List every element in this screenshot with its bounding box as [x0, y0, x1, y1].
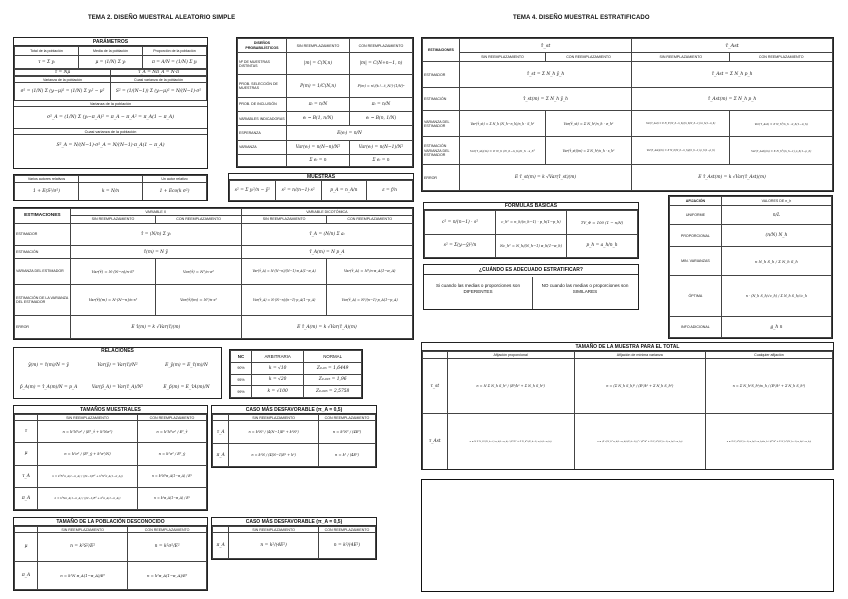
rel-f5: E_p̂(m) = E_τ̂A(m)/N — [163, 384, 210, 390]
af-r0-0: UNIFORME — [670, 206, 722, 225]
fb-f1: c_h² = n_h/(n_h−1) · p_h(1−p_h) — [496, 211, 567, 235]
est-r3-d: Var(τ̂_A) = N²/(n−1)·p_A(1−p_A) — [327, 284, 413, 315]
est-r4: ERROR — [15, 316, 71, 339]
tam-h1: CON REEMPLAZAMIENTO — [137, 415, 206, 421]
st-sub2: SIN REEMPLAZAMIENTO — [632, 53, 730, 62]
rel-f0: ȳ(m) = τ̂(m)/N = ȳ — [28, 363, 69, 369]
coef-h2: Un autor relativo — [143, 176, 207, 183]
pd-r0-1: n = k²S²/E² — [38, 533, 128, 562]
dis-r3-1: eᵢ ~ B(1, n/N) — [287, 112, 350, 126]
cd-r1-0: π_A — [213, 444, 229, 467]
est-r0-c: τ̂_A = (N/n) Σ aᵢ — [241, 223, 412, 246]
dis-r1-1: P(m) = 1/C(N,n) — [287, 75, 350, 97]
tm-r1-0: τ_Ast — [423, 414, 448, 470]
st-r4-b: E τ̂_Ast(m) = k √Var(τ̂_Ast)(m) — [632, 165, 833, 191]
cu-a: Si cuando las medias o proporciones son DIFERENTES — [435, 283, 520, 294]
cd-r0-0: τ_A — [213, 421, 229, 444]
st-head: ESTIMACIONES — [423, 39, 460, 62]
st-r3-a: Var(τ̂_st)(m) = Σ N_h (N_h−n_h)/n_h · s_h² — [459, 137, 545, 165]
nc-box — [229, 349, 363, 399]
tam-r3-0: π_A — [15, 487, 38, 509]
st-r3-b: Var(τ̂_st)(m) = Σ N_h²/n_h · s_h² — [545, 137, 631, 165]
muestras-box — [228, 173, 414, 202]
est-sub1: CON REEMPLAZAMIENTO — [156, 216, 242, 223]
est-r4-c: E τ̂_A(m) = k √Var(τ̂_A)(m) — [241, 316, 412, 339]
af-r2-1: n N_h S_h / Σ N_h S_h — [721, 247, 831, 276]
st-sub0: SIN REEMPLAZAMIENTO — [459, 53, 545, 62]
tm-h2: Cualquier afijación — [705, 352, 832, 359]
estratificado-estimaciones-box — [421, 37, 834, 192]
par-h2: Proporción de la población — [143, 47, 207, 56]
tam-r1-2: n = k²σ² / E²_ŷ — [137, 443, 206, 465]
cd2-title: CASO MÁS DESFAVORABLE (π_A = 0,5) — [212, 518, 376, 526]
relaciones-title: RELACIONES — [101, 348, 134, 354]
st-r0: ESTIMADOR — [423, 62, 460, 88]
cd2-r0-1: n = k²/(4E²) — [229, 533, 319, 559]
notes-box — [421, 479, 834, 592]
cd-r0-2: n = k²N² / (4E²) — [318, 421, 375, 444]
af-r3-1: n · (N_h S_h/√c_h) / Σ N_h S_h/√c_h — [721, 276, 831, 317]
est-r2-c: Var(τ̂_A) = N·(N−n)/(N−1)·π_A(1−π_A) — [241, 258, 327, 284]
tam-r3-1: n = k²Nπ_A(1−π_A) / ((N−1)E² + k²π_A(1−π_A)) — [38, 487, 138, 509]
mues-f3: ε = f/n — [367, 181, 413, 201]
nc-r1-1: k = √20 — [251, 374, 303, 386]
st-r1: ESTIMACIÓN — [423, 88, 460, 111]
rel-f2: E_ŷ(m) = E_τ̂(m)/N — [165, 363, 208, 369]
st-r2-c: Var(τ̂_Ast) = Σ N_h²(N_h−n_h)/(n_h(N_h−1)) π_h(1−π_h) — [632, 111, 730, 137]
fb-f3: s² = Σ(yᵢ−ȳ)²/n — [425, 234, 496, 258]
est-r1-a: τ̂(m) = N ȳ — [70, 246, 241, 258]
par-f2: π = A/N = (1/N) Σ yᵢ — [143, 56, 207, 69]
cd-h1: CON REEMPLAZAMIENTO — [318, 415, 375, 421]
estimaciones-box — [13, 207, 414, 340]
est-r0: ESTIMADOR — [15, 223, 71, 246]
af-r4-1: g_h n — [721, 317, 831, 338]
parametros-box — [13, 37, 208, 169]
dis-r2-0: PROB. DE INCLUSIÓN — [238, 97, 287, 111]
coef-f0: 1 + E(S²/σ²) — [15, 183, 79, 201]
st-sub3: CON REEMPLAZAMIENTO — [730, 53, 833, 62]
pd-r0-0: μ — [15, 533, 38, 562]
st-c2: τ̂_Ast — [632, 39, 833, 53]
est-r3-c: Var(τ̂_A) = N·(N−n)/(n−1)·p_A(1−p_A) — [241, 284, 327, 315]
tm-r1-1: n = N Σ N_h²/(N_h−1) π_h(1−π_h) / (E²/k² + Σ N_h²/(N_h−1) π_h(1−π_h)) — [447, 414, 574, 470]
relaciones-box — [13, 347, 222, 399]
tema2-title: TEMA 2. DISEÑO MUESTRAL ALEATORIO SIMPLE — [88, 15, 236, 21]
par-h0: Total de la población — [15, 47, 79, 56]
dis-r5-2: Var(eᵢ) = n(N−1)/N² — [350, 140, 413, 154]
tam-r0-0: τ — [15, 421, 38, 443]
dis-r5-0: VARIANZA — [238, 140, 287, 154]
est-r3: ESTIMACIÓN DE LA VARIANZA DEL ESTIMADOR — [15, 284, 71, 315]
cd-h0: SIN REEMPLAZAMIENTO — [229, 415, 319, 421]
est-r2: VARIANZA DEL ESTIMADOR — [15, 258, 71, 284]
par-f3: σ²_A = (1/N) Σ (yᵢ−π_A)² = π_A − π_A² = π_A(1 − π_A) — [14, 107, 207, 129]
par-f4: S²_A = N/(N−1)·σ²_A = N/(N−1)·π_A(1 − π_A) — [56, 143, 165, 148]
afijacion-box — [668, 195, 833, 339]
tema4-title: TEMA 4. DISEÑO MUESTRAL ESTRATIFICADO — [513, 15, 650, 21]
mues-f1: s² = n/(n−1)·s² — [275, 181, 321, 201]
coef-f1: k = N/n — [79, 183, 143, 201]
coef-box — [13, 174, 208, 201]
tamano-total-box — [421, 342, 834, 470]
nc-r2-2: Z₀.₀₀₅ = 2,5758 — [304, 386, 362, 398]
cu-title: ¿CUÁNDO ES ADECUADO ESTRATIFICAR? — [424, 265, 638, 275]
tam-r0-2: n = k²N²σ² / E²_τ̂ — [137, 421, 206, 443]
rel-f4: Var(p̂_A) = Var(τ̂_A)/N² — [91, 384, 144, 390]
est-r3-b: Var(τ̂)(m) = N²/n·s² — [156, 284, 242, 315]
st-r0-b: τ̂_Ast = Σ N_h p_h — [632, 62, 833, 88]
nc-r0-2: Z₀.₀₅ = 1,6449 — [304, 362, 362, 374]
dis-r4-1: E(eᵢ) = n/N — [287, 126, 413, 140]
rel-f3: p̂_A(m) = τ̂_A(m)/N = p_A — [19, 384, 78, 390]
tam-r2-0: τ_A — [15, 465, 38, 487]
pd-r0-2: n = k²σ²/E² — [128, 533, 207, 562]
pd-h0: SIN REEMPLAZAMIENTO — [38, 527, 128, 533]
par-sf: S² = (1/(N−1)) Σ (yᵢ−μ)² = N/(N−1)·σ² — [111, 83, 207, 101]
st-r2: VARIANZA DEL ESTIMADOR — [423, 111, 460, 137]
cd2-r0-0: π_A — [213, 533, 229, 559]
par-r2b: τ_A = Nπ_A = N·π — [111, 70, 207, 76]
est-r4-a: E τ̂(m) = k √Var(τ̂)(m) — [70, 316, 241, 339]
tam-r1-0: μ — [15, 443, 38, 465]
est-r2-b: Var(τ̂) = N²/n·σ² — [156, 258, 242, 284]
est-sub3: CON REEMPLAZAMIENTO — [327, 216, 413, 223]
est-head: ESTIMACIONES — [15, 209, 71, 224]
est-vd: VARIABLE DICOTÓMICA — [241, 209, 412, 216]
dis-r2-1: πᵢ = n/N — [287, 97, 350, 111]
est-r3-a: Var(τ̂)(m) = N·(N−n)/n·s² — [70, 284, 156, 315]
af-r4-0: INFO ADICIONAL — [670, 317, 722, 338]
poblacion-desconocido-box — [13, 517, 208, 591]
est-sub0: SIN REEMPLAZAMIENTO — [70, 216, 156, 223]
caso-desfavorable-box — [211, 405, 377, 468]
rel-f1: Var(ŷ) = Var(τ̂)/N² — [97, 363, 138, 369]
tam-h0: SIN REEMPLAZAMIENTO — [38, 415, 138, 421]
dis-h0: DISEÑOS PROBABILÍSTICOS — [238, 39, 287, 53]
dis-r3-0: VARIABLES INDICADORAS — [238, 112, 287, 126]
dis-r0-1: |m| = C(N,n) — [287, 53, 350, 75]
cu-b: NO cuando las medias o proporciones son SIMILARES — [541, 283, 629, 294]
st-c1: τ̂_st — [459, 39, 631, 53]
cd2-r0-2: n = k²/(4E²) — [318, 533, 375, 559]
est-sub2: SIN REEMPLAZAMIENTO — [241, 216, 327, 223]
tm-r0-2: n = (Σ N_h S_h)² / (E²/k² + Σ N_h S_h²) — [574, 359, 705, 414]
cd-r1-1: n = k²N / (4(N−1)E² + k²) — [229, 444, 319, 467]
tam-r2-2: n = k²N²π_A(1−π_A) / E² — [137, 465, 206, 487]
coef-h0: Varios autores relativos — [15, 176, 79, 183]
formulas-basicas-box — [423, 202, 639, 259]
disenos-box — [236, 37, 414, 168]
nc-h2: NORMAL — [304, 351, 362, 363]
st-r2-d: Var(τ̂_Ast) = Σ N_h²/n_h · π_h(1−π_h) — [730, 111, 833, 137]
parametros-title: PARÁMETROS — [14, 38, 207, 46]
cuando-box — [423, 264, 639, 310]
tamanos-title: TAMAÑOS MUESTRALES — [14, 406, 207, 414]
tam-r1-1: n = k²σ² / (E²_ŷ + k²σ²/N) — [38, 443, 138, 465]
est-r2-a: Var(τ̂) = N·(N−n)/n·S² — [70, 258, 156, 284]
fb-title: FÓRMULAS BÁSICAS — [424, 203, 638, 210]
caso-desfavorable-2-box — [211, 517, 377, 560]
pd-r1-1: n = k²N π_A(1−π_A)/E² — [38, 561, 128, 590]
st-r2-a: Var(τ̂_st) = Σ N_h (N_h−n_h)/n_h · S_h² — [459, 111, 545, 137]
est-r2-d: Var(τ̂_A) = N²/n·π_A(1−π_A) — [327, 258, 413, 284]
cd2-h0: SIN REEMPLAZAMIENTO — [229, 527, 319, 533]
tm-r0-1: n = N Σ N_h S_h² / (E²/k² + Σ N_h S_h²) — [447, 359, 574, 414]
par-vh: Varianza de la población — [15, 77, 111, 83]
tm-r1-2: n = (Σ √(N_h³ π_h(1−π_h)/(N_h−1)))² / (E²/k² + Σ N_h²/(N_h−1) π_h(1−π_h)) — [574, 414, 705, 470]
nc-r2-0: 99% — [231, 386, 252, 398]
dis-r6-2: Σ eᵢ = n — [350, 155, 413, 167]
par-f1: μ = (1/N) Σ yᵢ — [79, 56, 143, 69]
dis-r1-0: PROB. SELECCIÓN DE MUESTRAS — [238, 75, 287, 97]
pd-r1-2: n = k²π_A(1−π_A)/E² — [128, 561, 207, 590]
est-r1: ESTIMACIÓN — [15, 246, 71, 258]
par-f0: τ = Σ yᵢ — [15, 56, 79, 69]
tm-r1-3: n = Σ N_h³/(N_h−1) π_h(1−π_h)/w_h / (E²/k² + Σ N_h²/(N_h−1) π_h(1−π_h)) — [705, 414, 832, 470]
fb-f2: TV_Φ = 100 (1 − n/N) — [567, 211, 638, 235]
cd-r0-1: n = k²N³ / (4(N−1)E² + k²N²) — [229, 421, 319, 444]
coef-f2: 1 + Eco(k σ²) — [143, 183, 207, 201]
est-r1-c: τ̂_A(m) = N p_A — [241, 246, 412, 258]
fb-f4: Nc_h² = N_h/(N_h−1) π_h(1−π_h) — [496, 234, 567, 258]
mues-f0: s² = Σ yᵢ²/n − ȳ² — [230, 181, 276, 201]
st-r4: ERROR — [423, 165, 460, 191]
muestras-title: MUESTRAS — [229, 174, 413, 180]
st-r3-d: Var(τ̂_Ast)(m) = Σ N_h²/(n_h−1) p_h(1−p_h) — [730, 137, 833, 165]
cd-r1-2: n = k² / (4E²) — [318, 444, 375, 467]
par-h1: Media de la población — [79, 47, 143, 56]
tam-r2-1: n = k²N³π_A(1−π_A) / ((N−1)E² + k²N²π_A(1−π_A)) — [38, 465, 138, 487]
est-r0-a: τ̂ = (N/n) Σ yᵢ — [70, 223, 241, 246]
dis-r4-0: ESPERANZA — [238, 126, 287, 140]
parametros-table — [14, 46, 207, 69]
af-r3-0: ÓPTIMA — [670, 276, 722, 317]
nc-r1-0: 95% — [231, 374, 252, 386]
nc-r2-1: k = √100 — [251, 386, 303, 398]
st-r3-c: Var(τ̂_Ast)(m) = Σ N_h(N_h−n_h)/(n_h−1) p_h(1−p_h) — [632, 137, 730, 165]
st-r2-b: Var(τ̂_st) = Σ N_h²/n_h · σ_h² — [545, 111, 631, 137]
dis-r0-0: Nº DE MUESTRAS DISTINTAS — [238, 53, 287, 75]
fb-f5: p_h = a_h/n_h — [567, 234, 638, 258]
nc-r0-0: 90% — [231, 362, 252, 374]
dis-r2-2: πᵢ = n/N — [350, 97, 413, 111]
dis-r1-2: P(m) = n!/(t₁!…t_N!)·(1/N)ⁿ — [350, 75, 413, 97]
dis-r6-1: Σ eᵢ = n — [287, 155, 350, 167]
st-r1-a: τ̂_st(m) = Σ N_h ȳ_h — [459, 88, 631, 111]
af-r0-1: n/L — [721, 206, 831, 225]
st-r3: ESTIMACIÓN VARIANZA DEL ESTIMADOR — [423, 137, 460, 165]
pd-title: TAMAÑO DE LA POBLACIÓN DESCONOCIDO — [14, 518, 207, 526]
par-vr: Cuasi varianza de la población — [111, 77, 207, 83]
st-r0-a: τ̂_st = Σ N_h ȳ_h — [459, 62, 631, 88]
dis-r3-2: eᵢ ~ B(n, 1/N) — [350, 112, 413, 126]
par-v4: Cuasi varianza de la población — [14, 129, 207, 135]
af-r1-0: PROPORCIONAL — [670, 224, 722, 247]
tamanos-box — [13, 405, 208, 511]
af-r1-1: (n/N) N_h — [721, 224, 831, 247]
nc-h1: ARBITRARIA — [251, 351, 303, 363]
coef-h1 — [79, 176, 143, 183]
nc-h0: NC — [231, 351, 252, 363]
dis-h2: CON REEMPLAZAMIENTO — [350, 39, 413, 53]
cd-title: CASO MÁS DESFAVORABLE (π_A = 0,5) — [212, 406, 376, 414]
tam-r0-1: n = k²N²σ² / (E²_τ̂ + k²Nσ²) — [38, 421, 138, 443]
af-h0: AFIJACIÓN — [670, 197, 722, 206]
par-v3: Varianza de la población — [14, 101, 207, 107]
af-r2-0: MIN. VARIANZAS — [670, 247, 722, 276]
par-vf: σ² = (1/N) Σ (yᵢ−μ)² = (1/N) Σ yᵢ² − μ² — [15, 83, 111, 101]
cd2-h1: CON REEMPLAZAMIENTO — [318, 527, 375, 533]
af-h1: VALORES DE n_h — [721, 197, 831, 206]
tam-r3-2: n = k²π_A(1−π_A) / E² — [137, 487, 206, 509]
st-sub1: CON REEMPLAZAMIENTO — [545, 53, 631, 62]
nc-r1-2: Z₀.₀₂₅ = 1,96 — [304, 374, 362, 386]
dis-r0-2: |m| = C(N+n−1, n) — [350, 53, 413, 75]
tm-r0-3: n = Σ N_h²S_h²/w_h / (E²/k² + Σ N_h S_h²) — [705, 359, 832, 414]
tm-title: TAMAÑO DE LA MUESTRA PARA EL TOTAL — [422, 343, 833, 351]
tm-h0: Afijación proporcional — [447, 352, 574, 359]
mues-f2: p_A = n_A/n — [321, 181, 367, 201]
pd-h1: CON REEMPLAZAMIENTO — [128, 527, 207, 533]
pd-r1-0: π_A — [15, 561, 38, 590]
st-r4-a: E τ̂_st(m) = k √Var(τ̂_st)(m) — [459, 165, 631, 191]
fb-f0: c² = n/(n−1) · s² — [425, 211, 496, 235]
dis-r5-1: Var(eᵢ) = n(N−n)/N² — [287, 140, 350, 154]
tm-h1: Afijación de mínima varianza — [574, 352, 705, 359]
est-vx: VARIABLE X — [70, 209, 241, 216]
st-r1-b: τ̂_Ast(m) = Σ N_h p_h — [632, 88, 833, 111]
tm-r0-0: τ_st — [423, 359, 448, 414]
dis-h1: SIN REEMPLAZAMIENTO — [287, 39, 350, 53]
nc-r0-1: k = √10 — [251, 362, 303, 374]
par-r2a: τ = Nμ — [15, 70, 111, 76]
